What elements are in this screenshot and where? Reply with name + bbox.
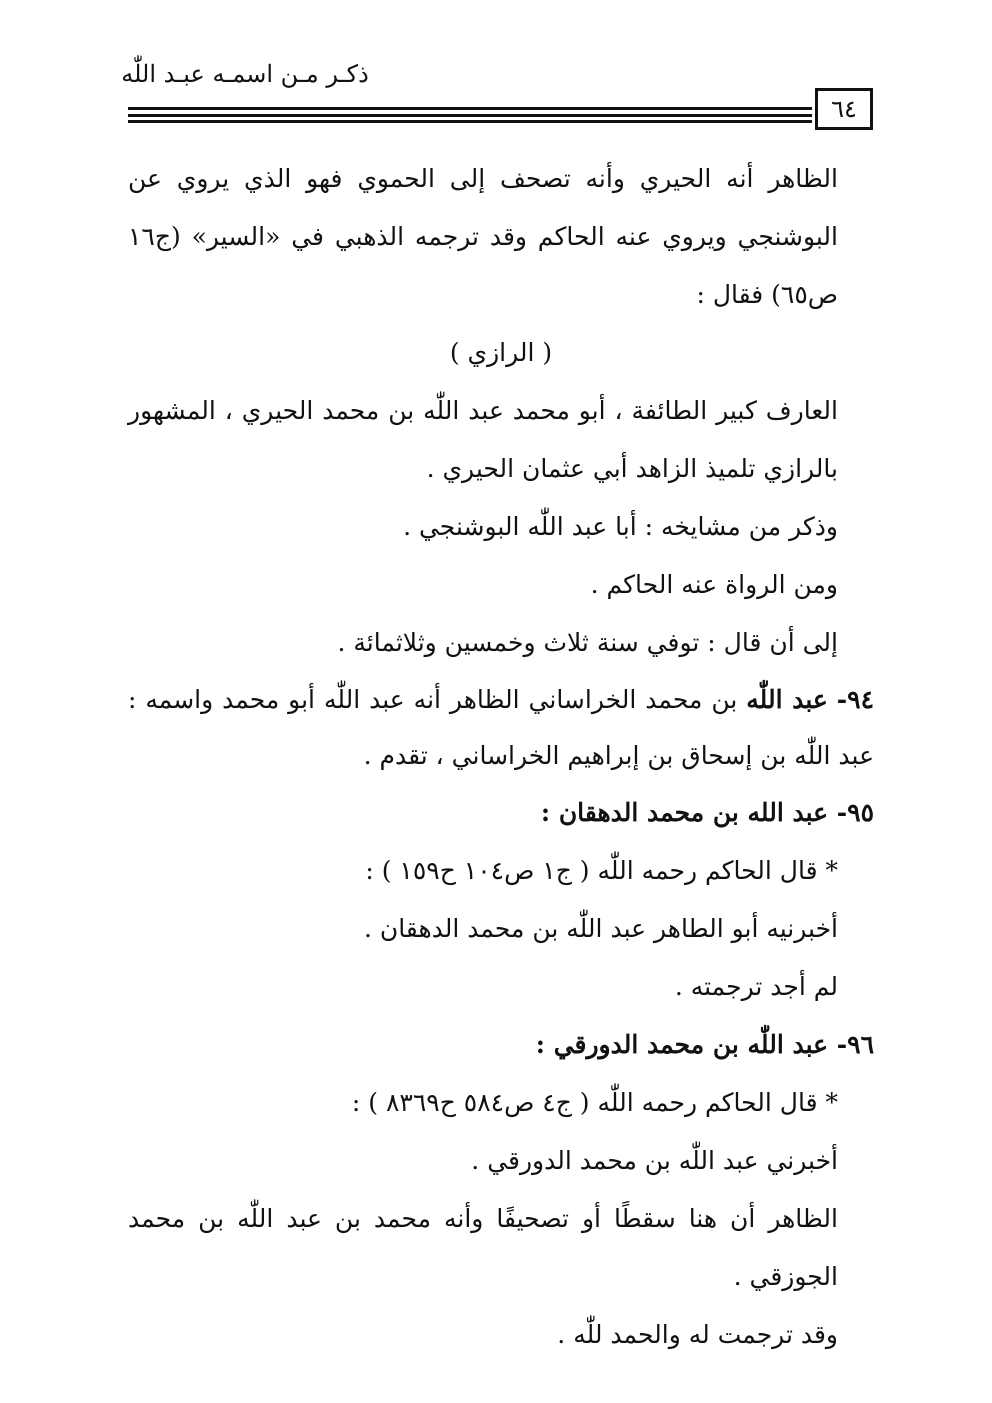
paragraph: أخبرنيه أبو الطاهر عبد اللّٰه بن محمد الدهقان . xyxy=(363,914,838,943)
page-body xyxy=(128,150,874,1364)
header-rule xyxy=(128,120,812,123)
paragraph: أخبرني عبد اللّٰه بن محمد الدورقي . xyxy=(471,1146,838,1175)
header-rule xyxy=(128,107,812,110)
entry-name: عبد اللّٰه xyxy=(746,685,828,714)
header-rule xyxy=(128,114,812,117)
citation: * قال الحاكم رحمه اللّٰه ( ج٤ ص٥٨٤ ح٨٣٦٩ ) : xyxy=(351,1088,838,1117)
entry-94 xyxy=(128,672,874,784)
running-title: ذكـر مـن اسمـه عبـد اللّٰه xyxy=(121,60,369,88)
entry-number: ٩٤- xyxy=(836,685,874,714)
paragraph: الظاهر أنه الحيري وأنه تصحف إلى الحموي فهو الذي يروي عن البوشنجي ويروي عنه الحاكم وقد ترجمه الذهبي في «السير» (ج١٦ ص٦٥) فقال : xyxy=(128,164,838,309)
section-heading: ( الرازي ) xyxy=(449,338,553,367)
paragraph: وقد ترجمت له والحمد للّٰه . xyxy=(557,1320,838,1349)
paragraph: العارف كبير الطائفة ، أبو محمد عبد اللّٰه بن محمد الحيري ، المشهور بالرازي تلميذ الزاهد أبي عثمان الحيري . xyxy=(128,396,838,483)
paragraph: وذكر من مشايخه : أبا عبد اللّٰه البوشنجي . xyxy=(403,512,838,541)
entry-96-heading: ٩٦- عبد اللّٰه بن محمد الدورقي : xyxy=(535,1030,874,1059)
entry-text: بن محمد الخراساني الظاهر أنه عبد اللّٰه أبو محمد واسمه : عبد اللّٰه بن إسحاق بن إبراهيم الخراساني ، تقدم . xyxy=(128,685,874,770)
page-number: ٦٤ xyxy=(815,88,873,130)
paragraph: ومن الرواة عنه الحاكم . xyxy=(590,570,838,599)
paragraph: الظاهر أن هنا سقطًا أو تصحيفًا وأنه محمد بن عبد اللّٰه بن محمد الجوزقي . xyxy=(128,1204,838,1291)
entry-95-heading: ٩٥- عبد الله بن محمد الدهقان : xyxy=(540,798,874,827)
citation: * قال الحاكم رحمه اللّٰه ( ج١ ص١٠٤ ح١٥٩ ) : xyxy=(365,856,838,885)
paragraph: إلى أن قال : توفي سنة ثلاث وخمسين وثلاثمائة . xyxy=(337,628,838,657)
paragraph: لم أجد ترجمته . xyxy=(674,972,838,1001)
